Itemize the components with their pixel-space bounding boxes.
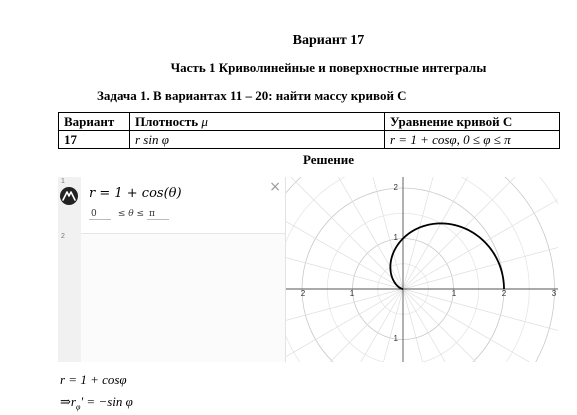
lower-bound-input[interactable]: 0 [89,209,111,220]
formula-derivative: ' = −sin φ [80,394,133,409]
x-tick-label: 3 [551,289,557,298]
close-icon[interactable]: × [269,179,281,195]
y-tick-label: 1 [393,334,398,343]
calculator-logo-icon [60,187,78,205]
expression-input[interactable]: r = 1 + cos(θ) [89,186,182,201]
formula-subscript: φ [75,402,81,412]
formula-line-1: r = 1 + cosφ [60,372,127,387]
cell-density: r sin φ [130,131,385,149]
x-tick-label: 2 [300,289,306,298]
solution-title: Решение [302,152,355,167]
cell-equation: r = 1 + cosφ, 0 ≤ φ ≤ π [385,131,560,149]
polar-graph[interactable] [286,177,558,362]
header-variant: Вариант [59,113,130,131]
implies-arrow: ⇒ [60,394,71,409]
x-tick-label: 2 [501,289,507,298]
header-density [130,113,385,131]
row-number-1: 1 [61,178,65,185]
upper-bound-input[interactable]: π [147,209,169,220]
variant-table [58,112,560,149]
variant-title: Вариант 17 [292,33,365,48]
domain-bounds [89,209,173,220]
part-title: Часть 1 Криволинейные и поверхностные интегралы [170,60,487,75]
task-title: Задача 1. В вариантах 11 – 20: найти массу кривой С [97,88,407,103]
y-tick-label: 2 [393,183,398,192]
header-density-symbol: μ [201,113,208,129]
graph-background [286,177,558,362]
x-tick-label: 1 [451,289,457,298]
header-equation: Уравнение кривой С [385,113,560,131]
expression-row[interactable] [81,177,285,234]
y-tick-label: 1 [393,233,398,242]
table-row [59,131,560,149]
cell-variant: 17 [59,131,130,149]
x-tick-label: 1 [349,289,355,298]
formula-line-2 [60,394,133,412]
formula-r: r [70,394,76,409]
expression-panel [58,177,286,362]
expression-gutter [58,177,81,362]
header-density-label: Плотность [135,113,199,129]
row-number-2: 2 [61,233,65,240]
bound-variable: ≤ θ ≤ [117,209,145,219]
table-header-row [59,113,560,131]
